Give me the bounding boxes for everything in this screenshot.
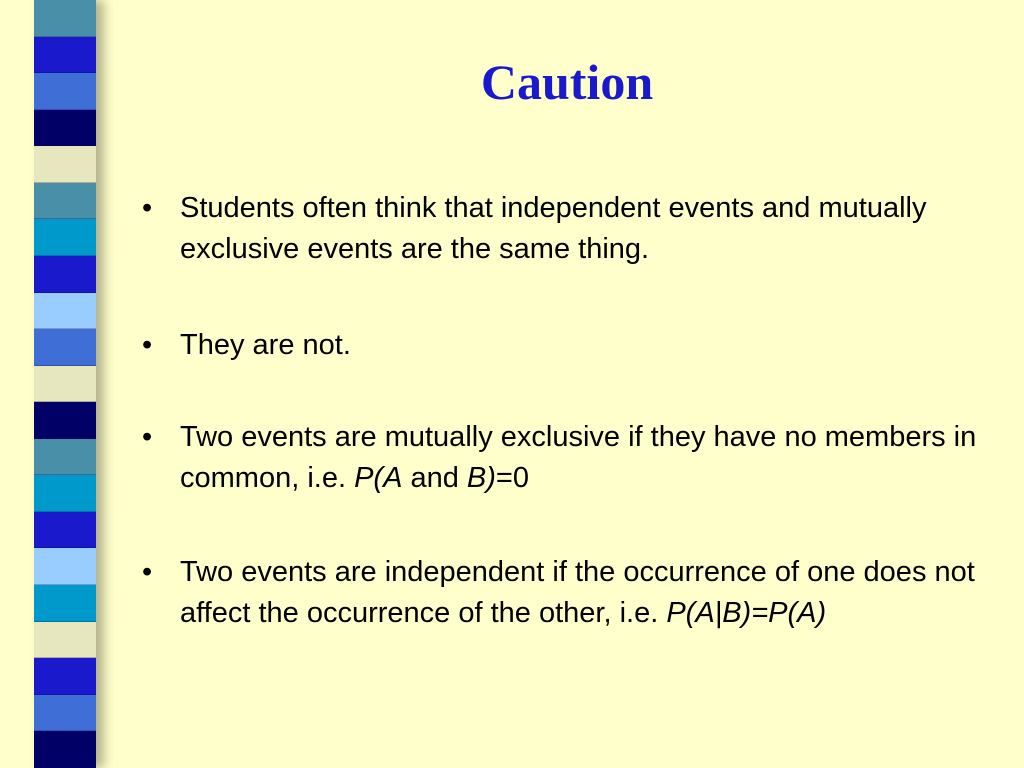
stripe-segment [34, 73, 96, 110]
bullet-text: and [402, 462, 467, 494]
stripe-segment [34, 475, 96, 512]
bullet-icon: • [142, 329, 153, 361]
bullet-icon: • [142, 192, 153, 224]
stripe-segment [34, 110, 96, 147]
bullet-icon: • [142, 421, 153, 453]
bullet-list [140, 188, 1000, 634]
stripe-segment [34, 439, 96, 476]
math-expression: P(A [354, 462, 403, 494]
decorative-stripe-column [34, 0, 96, 768]
math-formula: P(A|B)=P(A) [666, 597, 827, 629]
stripe-segment [34, 622, 96, 659]
bullet-text: Students often think that independent events and mutually exclusive events are the same thing. [180, 192, 927, 265]
bullet-icon: • [142, 556, 153, 588]
stripe-segment [34, 37, 96, 74]
stripe-segment [34, 695, 96, 732]
stripe-segment [34, 366, 96, 403]
bullet-item [140, 552, 1000, 634]
bullet-item [140, 417, 1000, 499]
stripe-segment [34, 329, 96, 366]
bullet-item [140, 325, 1000, 366]
stripe-segment [34, 658, 96, 695]
stripe-segment [34, 183, 96, 220]
stripe-segment [34, 293, 96, 330]
stripe-segment [34, 402, 96, 439]
stripe-segment [34, 585, 96, 622]
math-expression: B) [466, 462, 496, 494]
slide-title: Caution [480, 54, 654, 110]
bullet-text: They are not. [180, 329, 351, 361]
bullet-text: Two events are independent if the occurrence of one does not affect the occurrence of the other, i.e. [180, 556, 975, 629]
stripe-segment [34, 256, 96, 293]
bullet-text: Two events are mutually exclusive if they have no members in common, i.e. [180, 421, 977, 494]
stripe-segment [34, 512, 96, 549]
stripe-segment [34, 0, 96, 37]
stripe-segment [34, 731, 96, 768]
stripe-segment [34, 219, 96, 256]
bullet-item [140, 188, 1000, 270]
bullet-text: =0 [495, 462, 529, 494]
stripe-segment [34, 548, 96, 585]
stripe-segment [34, 146, 96, 183]
